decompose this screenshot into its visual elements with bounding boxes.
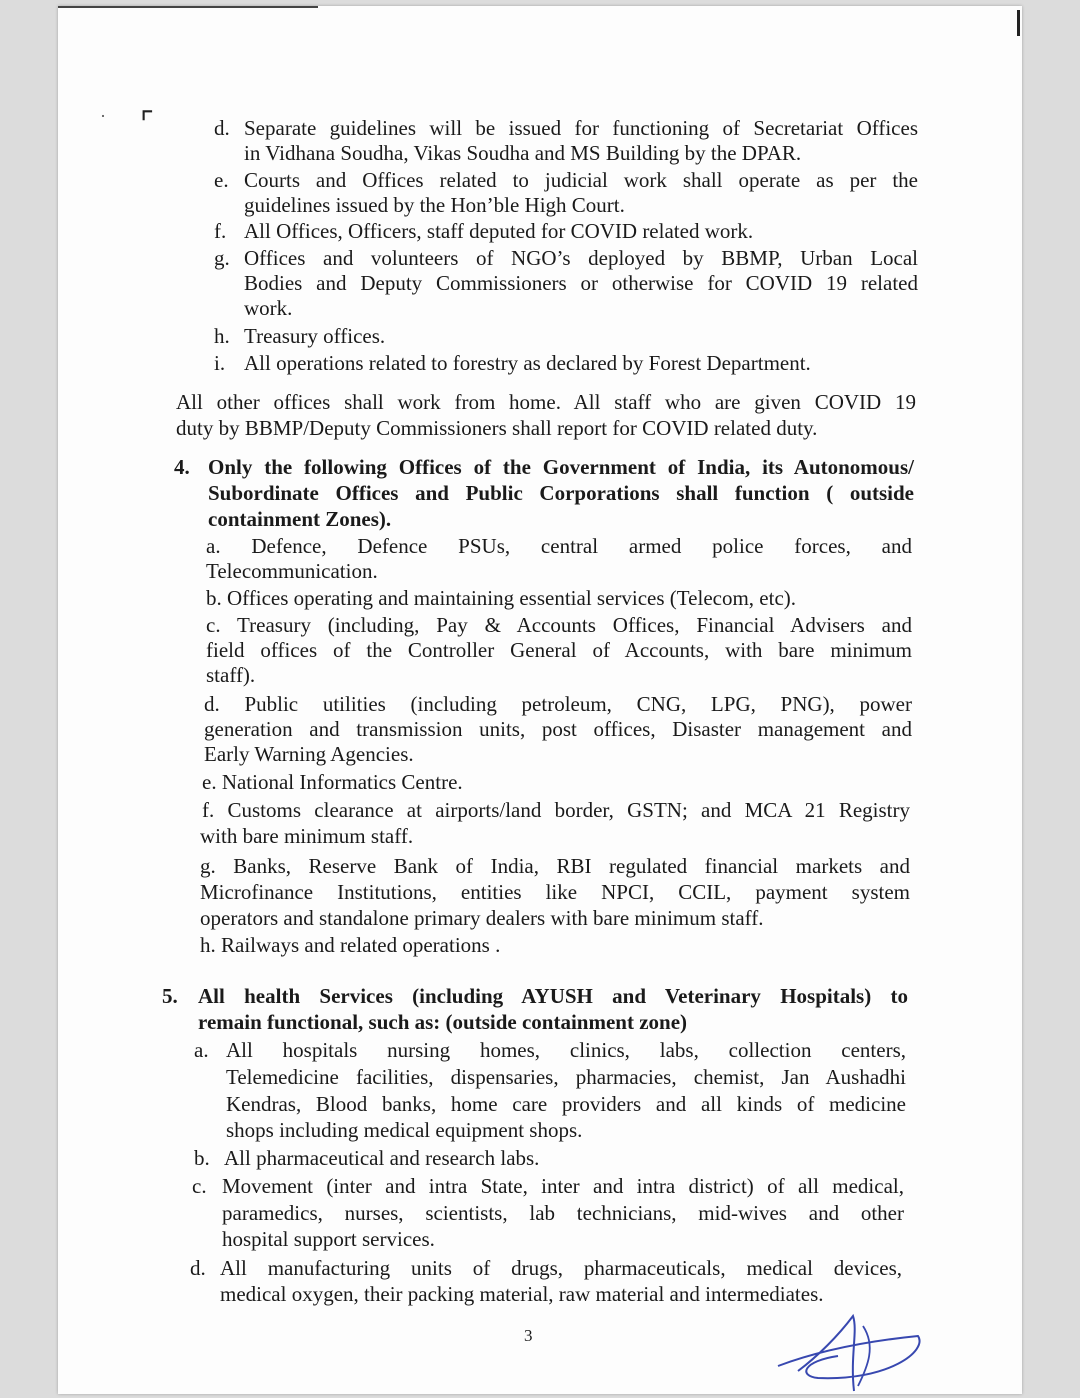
body-line: Microfinance Institutions, entities like NPCI, CCIL, payment system — [200, 880, 910, 904]
item-line: All manufacturing units of drugs, pharmaceuticals, medical devices, — [220, 1256, 902, 1280]
item-line: Telemedicine facilities, dispensaries, pharmacies, chemist, Jan Aushadhi — [226, 1065, 906, 1089]
item-line: hospital support services. — [222, 1227, 435, 1251]
edge-mark — [1017, 10, 1020, 36]
body-line: staff). — [206, 663, 256, 687]
body-line: generation and transmission units, post offices, Disaster management and — [204, 717, 912, 741]
item-line: Movement (inter and intra State, inter and intra district) of all medical, — [222, 1174, 904, 1198]
item-label: d. — [214, 116, 230, 140]
item-line: paramedics, nurses, scientists, lab technicians, mid-wives and other — [222, 1201, 904, 1225]
body-line: Early Warning Agencies. — [204, 742, 414, 766]
item-label: b. — [194, 1146, 210, 1170]
item-line: All Offices, Officers, staff deputed for COVID related work. — [244, 219, 754, 243]
body-line: field offices of the Controller General of Accounts, with bare minimum — [206, 638, 912, 662]
scan-dot: · — [100, 106, 106, 126]
body-line: a. Defence, Defence PSUs, central armed police forces, and — [206, 534, 912, 558]
body-line: e. National Informatics Centre. — [202, 770, 463, 794]
item-line: medical oxygen, their packing material, raw material and intermediates. — [220, 1282, 824, 1306]
item-line: shops including medical equipment shops. — [226, 1118, 583, 1142]
body-line: h. Railways and related operations . — [200, 933, 501, 957]
section-heading: remain functional, such as: (outside containment zone) — [198, 1010, 688, 1034]
item-line: Separate guidelines will be issued for functioning of Secretariat Offices — [244, 116, 918, 140]
item-line: Kendras, Blood banks, home care providers and all kinds of medicine — [226, 1092, 906, 1116]
item-line: All operations related to forestry as declared by Forest Department. — [244, 351, 811, 375]
paragraph-line: duty by BBMP/Deputy Commissioners shall report for COVID related duty. — [176, 416, 818, 440]
item-line: All pharmaceutical and research labs. — [224, 1146, 540, 1170]
item-line: All hospitals nursing homes, clinics, labs, collection centers, — [226, 1038, 906, 1062]
item-label: a. — [194, 1038, 209, 1062]
section-number: 4. — [174, 455, 190, 479]
item-line: Offices and volunteers of NGO’s deployed by BBMP, Urban Local — [244, 246, 918, 270]
section-heading: Subordinate Offices and Public Corporations shall function ( outside — [208, 481, 914, 505]
item-line: in Vidhana Soudha, Vikas Soudha and MS Building by the DPAR. — [244, 141, 802, 165]
punch-hole-mark: ⌜ — [140, 107, 155, 140]
body-line: with bare minimum staff. — [200, 824, 414, 848]
section-heading: All health Services (including AYUSH and Veterinary Hospitals) to — [198, 984, 908, 1008]
paragraph-line: All other offices shall work from home. All staff who are given COVID 19 — [176, 390, 916, 414]
item-label: g. — [214, 246, 230, 270]
page-number: 3 — [524, 1326, 533, 1345]
section-heading: Only the following Offices of the Government of India, its Autonomous/ — [208, 455, 914, 479]
body-line: c. Treasury (including, Pay & Accounts Offices, Financial Advisers and — [206, 613, 912, 637]
item-line: Bodies and Deputy Commissioners or otherwise for COVID 19 related — [244, 271, 918, 295]
body-line: Telecommunication. — [206, 559, 378, 583]
item-line: Courts and Offices related to judicial work shall operate as per the — [244, 168, 918, 192]
item-label: e. — [214, 168, 229, 192]
item-line: Treasury offices. — [244, 324, 386, 348]
item-label: f. — [214, 219, 227, 243]
item-label: h. — [214, 324, 230, 348]
signature-icon — [758, 1296, 958, 1394]
body-line: operators and standalone primary dealers with bare minimum staff. — [200, 906, 764, 930]
body-line: b. Offices operating and maintaining essential services (Telecom, etc). — [206, 586, 797, 610]
document-page — [58, 6, 1022, 1394]
section-number: 5. — [162, 984, 178, 1008]
item-line: work. — [244, 296, 293, 320]
top-rule — [58, 6, 318, 8]
item-label: c. — [192, 1174, 207, 1198]
body-line: d. Public utilities (including petroleum, CNG, LPG, PNG), power — [204, 692, 912, 716]
section-heading: containment Zones). — [208, 507, 392, 531]
item-line: guidelines issued by the Hon’ble High Court. — [244, 193, 625, 217]
body-line: f. Customs clearance at airports/land border, GSTN; and MCA 21 Registry — [202, 798, 910, 822]
body-line: g. Banks, Reserve Bank of India, RBI regulated financial markets and — [200, 854, 910, 878]
item-label: d. — [190, 1256, 206, 1280]
item-label: i. — [214, 351, 226, 375]
